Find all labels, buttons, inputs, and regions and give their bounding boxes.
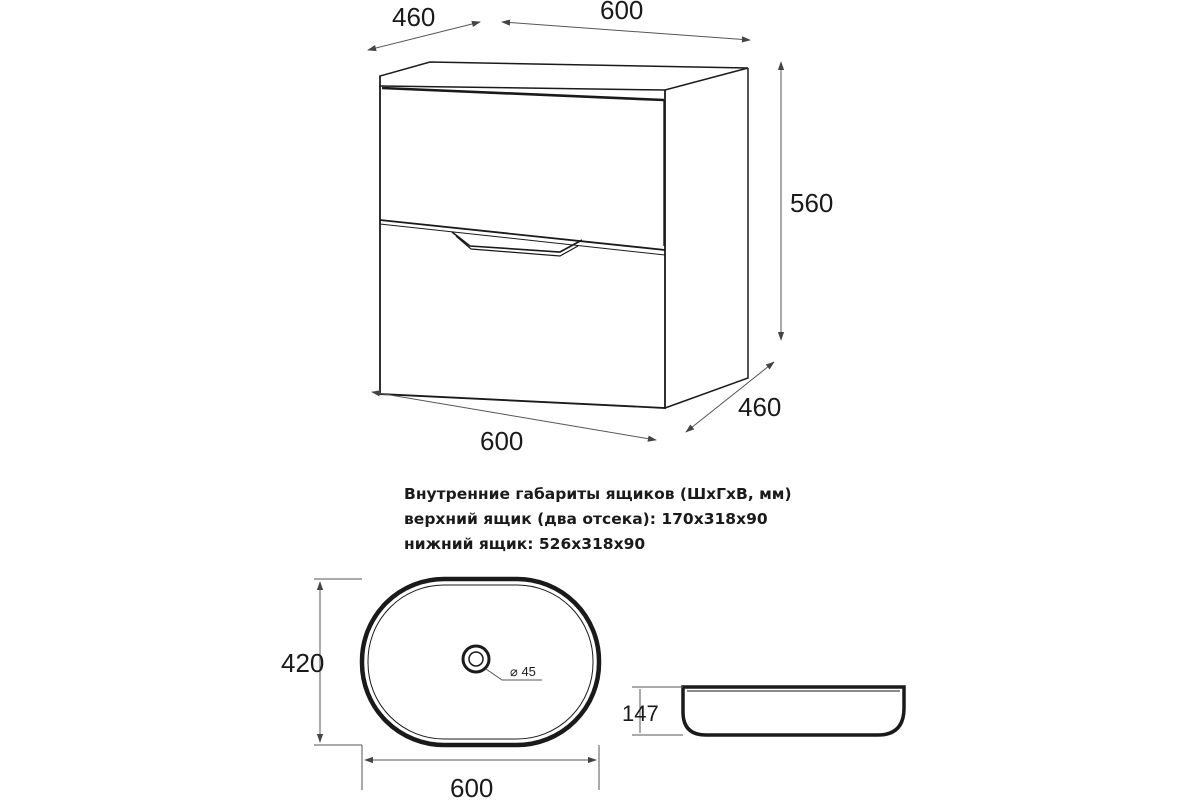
dim-width-top: 600 — [600, 0, 644, 25]
drawer-divider — [380, 220, 665, 250]
basin-side-profile — [683, 687, 904, 735]
basin-inner-rim — [368, 585, 593, 739]
cabinet-side-panel — [665, 68, 748, 408]
dim-basin-height: 420 — [281, 648, 325, 678]
basin-outer-rim — [362, 579, 599, 745]
drain-diameter: ⌀ 45 — [510, 664, 536, 679]
dim-height: 560 — [790, 188, 834, 218]
countertop-top — [380, 62, 748, 90]
spec-line-3: нижний ящик: 526х318х90 — [404, 535, 646, 553]
dim-depth-bottom: 460 — [738, 392, 782, 422]
cabinet-front — [380, 86, 665, 408]
cabinet-drawing — [368, 0, 833, 456]
drawer-specs — [404, 485, 792, 553]
dim-depth-top: 460 — [392, 2, 436, 32]
drain-outer — [463, 646, 489, 672]
spec-line-2: верхний ящик (два отсека): 170х318х90 — [404, 510, 768, 528]
basin-top-view — [281, 579, 599, 800]
dim-basin-width: 600 — [450, 773, 494, 800]
dim-basin-depth: 147 — [622, 701, 659, 726]
spec-line-1: Внутренние габариты ящиков (ШхГхВ, мм) — [404, 485, 792, 503]
basin-side-view — [622, 687, 904, 735]
drain-inner — [469, 652, 483, 666]
dim-width-bottom: 600 — [480, 426, 524, 456]
drawer-divider-inner — [380, 224, 665, 255]
